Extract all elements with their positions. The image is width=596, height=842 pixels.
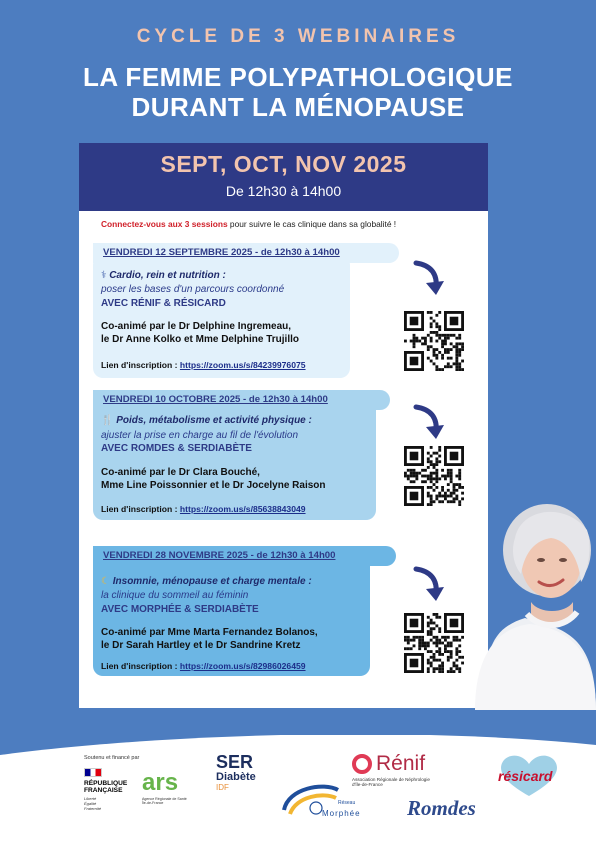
session-3-date: VENDREDI 28 NOVEMBRE 2025 - de 12h30 à 14h00	[93, 546, 396, 566]
session-2-link-separator: :	[172, 504, 180, 514]
renif-circles-icon	[352, 754, 372, 774]
ars-logo	[142, 771, 202, 805]
connect-notice	[101, 219, 481, 229]
program-card	[79, 143, 488, 708]
ars-wordmark: ars	[142, 769, 179, 796]
rf-motto-2: Égalité	[84, 801, 97, 806]
renif-sub-1: Association Régionale de Néphrologie	[352, 777, 430, 782]
romdes-logo: Romdes	[407, 796, 476, 820]
session-2-link-row	[101, 504, 306, 514]
curved-arrow-icon	[412, 259, 446, 299]
serdiabete-line-1: SER	[216, 752, 254, 772]
funded-by-label: Soutenu et financé par	[84, 755, 140, 761]
title-line-1: LA FEMME POLYPATHOLOGIQUE	[83, 62, 513, 92]
session-1-date: VENDREDI 12 SEPTEMBRE 2025 - de 12h30 à 14h00	[93, 243, 399, 263]
resicard-logo	[494, 752, 564, 798]
cycle-hours: De 12h30 à 14h00	[225, 183, 342, 199]
session-3-coanim	[101, 627, 371, 652]
session-3-theme-line	[101, 576, 312, 587]
card-header	[79, 143, 488, 211]
morphee-wordmark: Morphée	[322, 809, 361, 818]
session-1-coanim-line-1: Co-animé par le Dr Delphine Ingremeau,	[101, 321, 292, 332]
morphee-small-label: Réseau	[338, 800, 356, 806]
session-2-zoom-link[interactable]: https://zoom.us/s/85638843049	[179, 504, 306, 514]
session-1-partners: AVEC RÉNIF & RÉSICARD	[101, 298, 226, 309]
session-3-zoom-link[interactable]: https://zoom.us/s/82986026459	[179, 661, 306, 671]
session-1-coanim-line-2: le Dr Anne Kolko et Mme Delphine Trujillo	[101, 333, 299, 345]
cycle-kicker: CYCLE DE 3 WEBINAIRES	[136, 26, 460, 47]
session-2-link-label: Lien d'inscription	[101, 504, 173, 514]
stethoscope-icon: ⚕	[101, 270, 107, 281]
page-title	[0, 62, 596, 122]
session-3-partners: AVEC MORPHÉE & SERDIABÈTE	[101, 604, 259, 615]
connect-notice-text: pour suivre le cas clinique dans sa globalité !	[227, 219, 397, 229]
renif-wordmark: Rénif	[376, 752, 426, 775]
serdiabete-logo	[216, 754, 276, 792]
ars-sub-2: Île-de-France	[142, 801, 164, 805]
ars-sub-1: Agence Régionale de Santé	[142, 797, 187, 801]
connect-notice-emphasis: Connectez-vous aux 3 sessions	[101, 219, 228, 229]
qr-code-session-1[interactable]	[404, 311, 464, 371]
session-1-link-label: Lien d'inscription	[101, 360, 173, 370]
session-3-theme: Insomnie, ménopause et charge mentale :	[112, 576, 312, 587]
curved-arrow-icon	[412, 403, 446, 443]
woman-portrait	[455, 478, 596, 710]
session-1-link-separator: :	[172, 360, 180, 370]
sleep-icon: ☾	[101, 576, 110, 587]
session-2-subtitle: ajuster la prise en charge au fil de l'évolution	[101, 430, 299, 441]
session-3-coanim-line-1: Co-animé par Mme Marta Fernandez Bolanos,	[101, 627, 318, 638]
session-1-link-row	[101, 360, 306, 370]
resicard-wordmark: résicard	[498, 768, 553, 784]
rf-line-1: RÉPUBLIQUE	[84, 780, 128, 787]
cycle-dates: SEPT, OCT, NOV 2025	[160, 151, 407, 177]
session-1-subtitle: poser les bases d'un parcours coordonné	[101, 284, 285, 295]
session-1-zoom-link[interactable]: https://zoom.us/s/84239976075	[179, 360, 306, 370]
session-2-coanim	[101, 467, 376, 492]
session-2-theme: Poids, métabolisme et activité physique :	[116, 415, 312, 426]
serdiabete-line-3: IDF	[216, 783, 229, 792]
fork-knife-icon: 🍴	[101, 415, 114, 426]
title-line-2: DURANT LA MÉNOPAUSE	[131, 92, 465, 122]
session-3-coanim-line-2: le Dr Sarah Hartley et le Dr Sandrine Kretz	[101, 639, 301, 651]
session-2-theme-line	[101, 415, 312, 426]
republique-francaise-logo	[84, 768, 144, 811]
renif-logo	[352, 752, 462, 787]
curved-arrow-icon	[412, 565, 446, 605]
session-1-coanim	[101, 321, 351, 346]
renif-sub-2: d'Île-de-France	[352, 782, 383, 787]
session-2-coanim-line-1: Co-animé par le Dr Clara Bouché,	[101, 467, 260, 478]
rf-motto-1: Liberté	[84, 796, 97, 801]
session-3-link-separator: :	[172, 661, 180, 671]
rf-line-2: FRANÇAISE	[84, 787, 123, 794]
marianne-flag-icon	[84, 768, 102, 777]
serdiabete-line-2: Diabète	[216, 771, 256, 783]
session-2-partners: AVEC ROMDES & SERDIABÈTE	[101, 443, 252, 454]
session-1-theme-line	[101, 270, 226, 281]
session-2-date: VENDREDI 10 OCTOBRE 2025 - de 12h30 à 14h00	[93, 390, 390, 410]
session-3-link-label: Lien d'inscription	[101, 661, 173, 671]
session-1-theme: Cardio, rein et nutrition :	[109, 270, 226, 281]
session-3-subtitle: la clinique du sommeil au féminin	[101, 590, 249, 601]
renif-brand	[352, 752, 462, 776]
session-2-coanim-line-2: Mme Line Poissonnier et le Dr Jocelyne Raison	[101, 479, 326, 491]
session-3-link-row	[101, 661, 306, 671]
rf-motto-3: Fraternité	[84, 806, 102, 811]
